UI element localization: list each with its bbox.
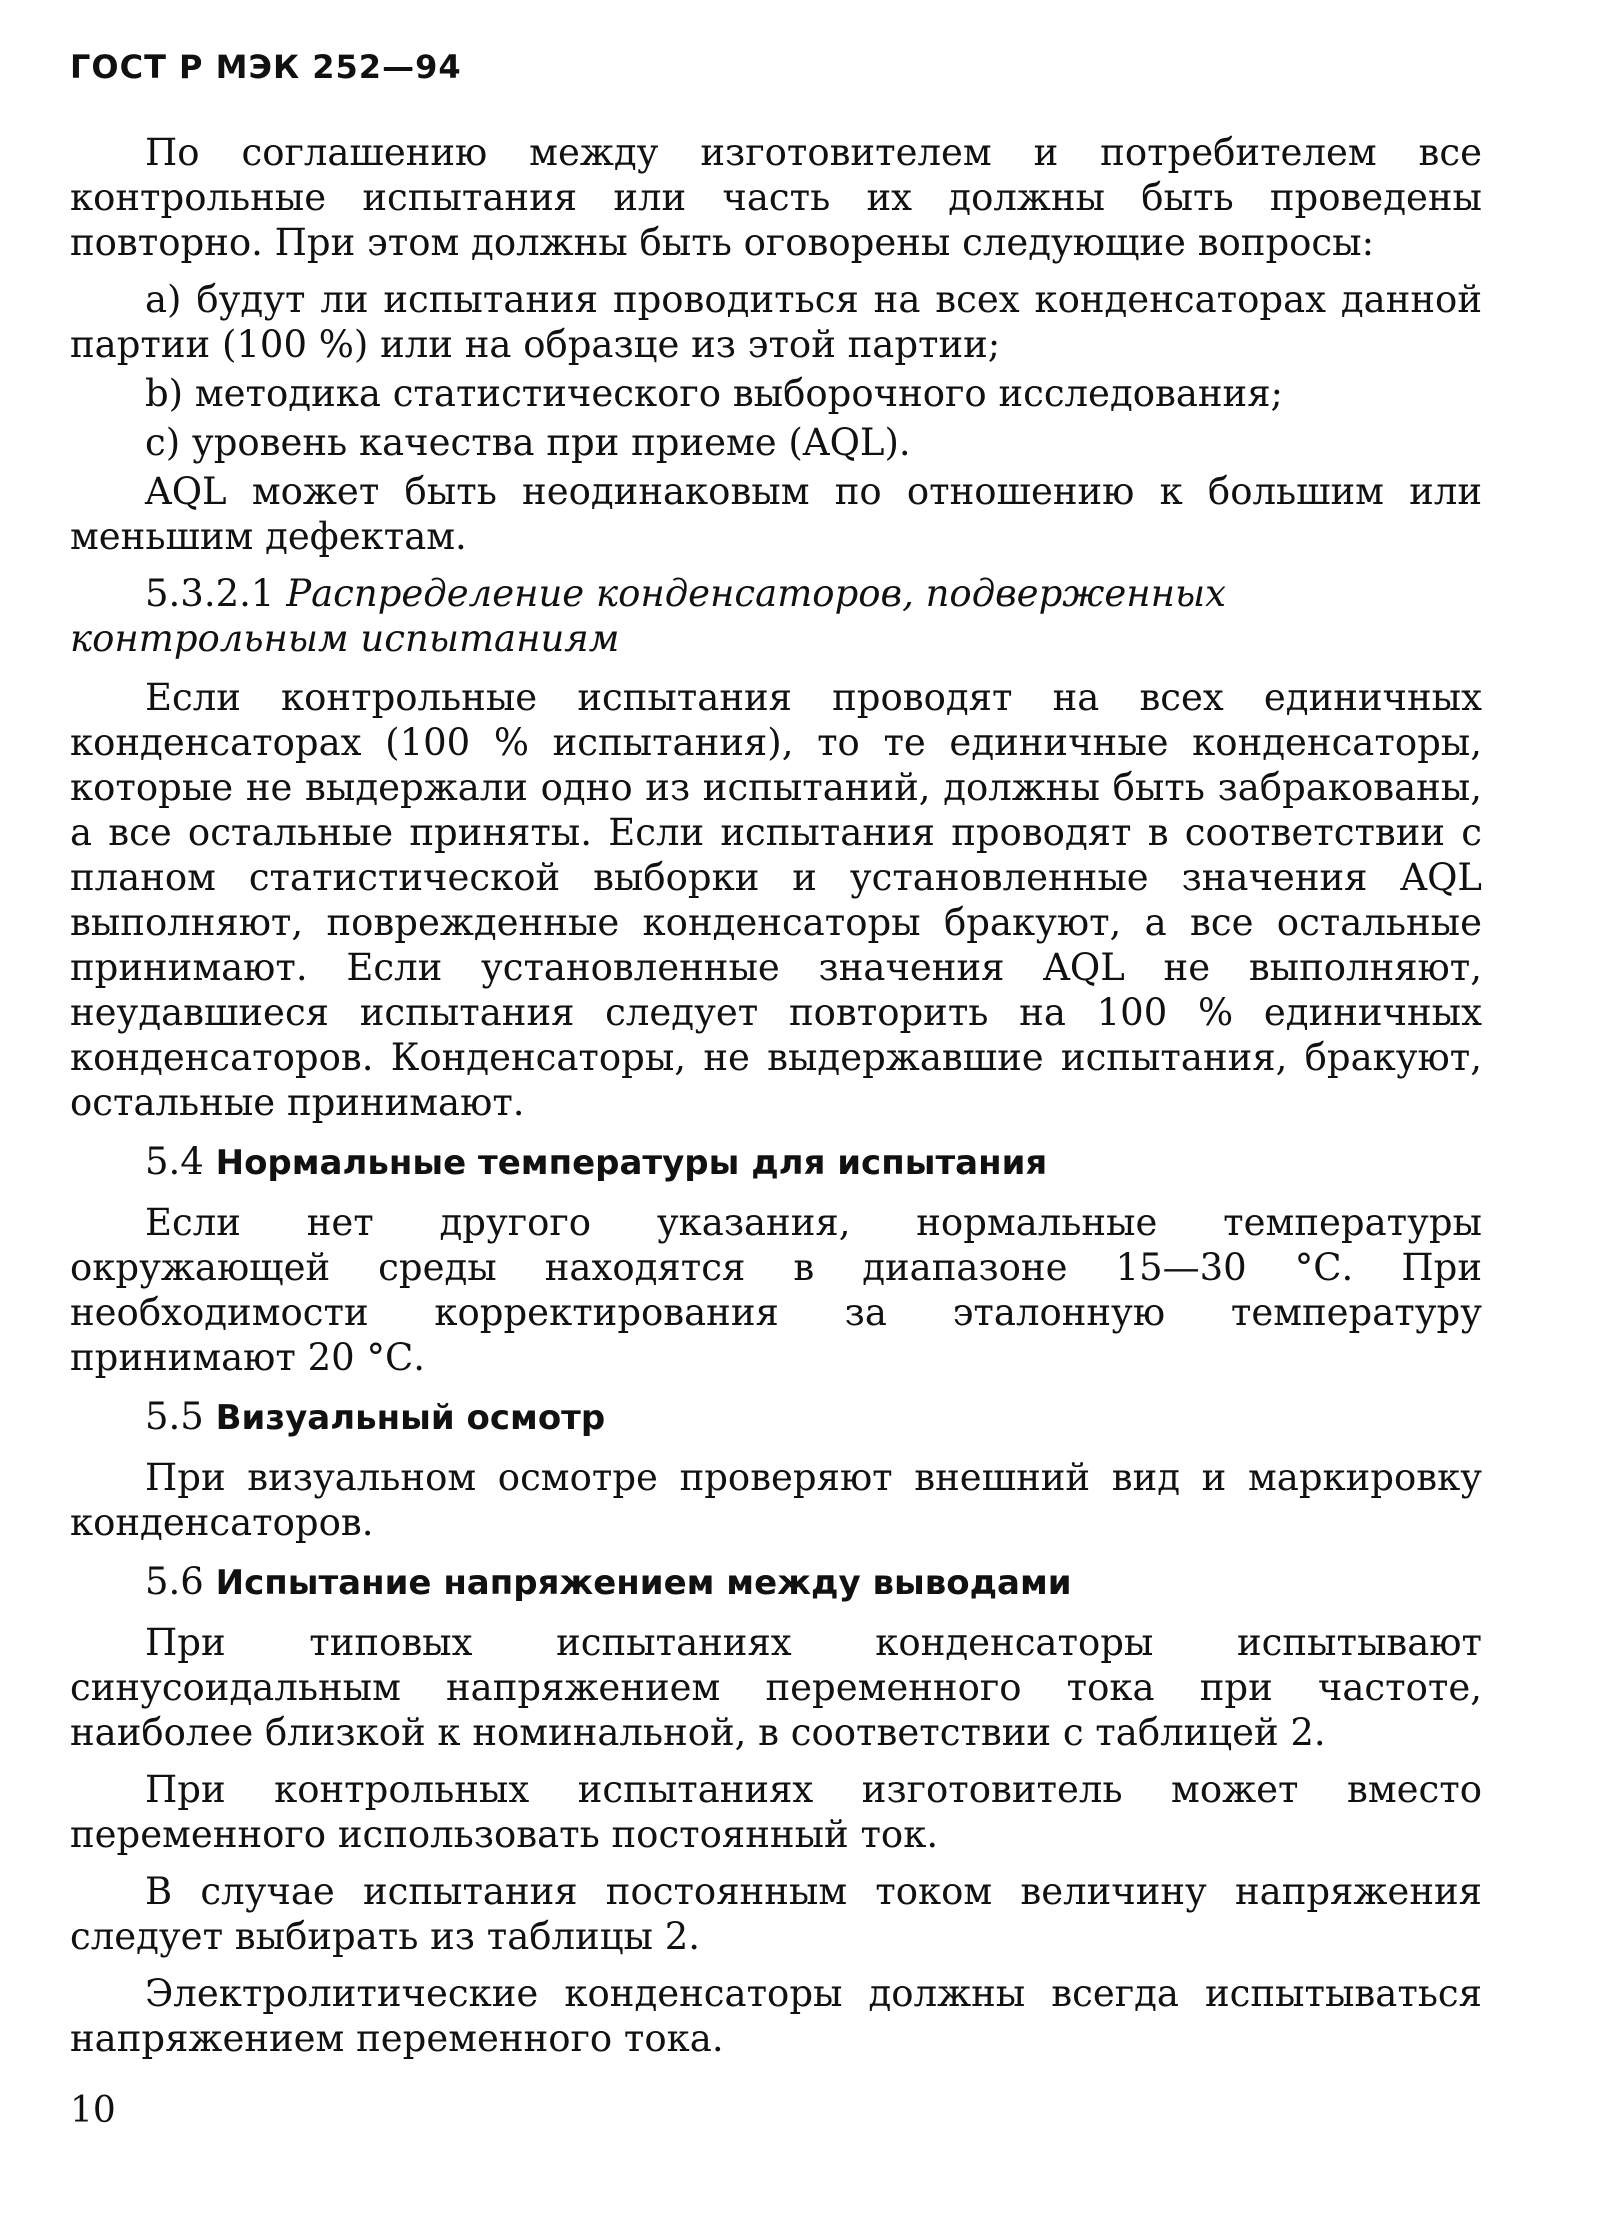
list-item-c: с) уровень качества при приеме (AQL). (145, 421, 911, 464)
standard-header: ГОСТ Р МЭК 252—94 (70, 48, 462, 86)
section-5-6-heading (70, 1559, 1482, 1606)
aql-note: AQL может быть неодинаковым по отношению к большим или меньшим дефектам. (70, 470, 1482, 558)
section-title: Нормальные температуры для испытания (215, 1143, 1048, 1183)
section-5-4-heading (70, 1139, 1482, 1186)
section-5-6-text-4: Электролитические конденсаторы должны всегда испытываться напряжением переменного тока. (70, 1972, 1482, 2060)
section-title: Визуальный осмотр (215, 1398, 606, 1438)
section-5-3-2-1-heading (70, 571, 1482, 661)
section-5-6-text-2: При контрольных испытаниях изготовитель может вместо переменного использовать постоянный ток. (70, 1768, 1482, 1856)
page-number: 10 (70, 2090, 116, 2131)
section-number: 5.4 (145, 1140, 204, 1183)
section-title: Испытание напряжением между выводами (215, 1563, 1072, 1603)
section-5-6-text-1: При типовых испытаниях конденсаторы испытывают синусоидальным напряжением переменного тока при частоте, наиболее близкой к номинальной, в соответствии с таблицей 2. (70, 1621, 1482, 1754)
section-title: Распределение конденсаторов, подверженных контрольным испытаниям (70, 572, 1226, 660)
section-5-3-2-1-text: Если контрольные испытания проводят на всех единичных конденсаторах (100 % испытания), то те единичные конденсаторы, которые не выдержали одно из испытаний, должны быть забракованы, а все остальные приняты. Если испытания проводят в соответствии с планом статистической выборки и установленные значения AQL выполняют, поврежденные конденсаторы бракуют, а все остальные принимают. Если установленные значения AQL не выполняют, неудавшиеся испытания следует повторить на 100 % единичных конденсаторов. Конденсаторы, не выдержавшие испытания, бракуют, остальные принимают. (70, 676, 1482, 1124)
section-number: 5.5 (145, 1395, 204, 1438)
section-number: 5.6 (145, 1560, 204, 1603)
section-5-6-text-3: В случае испытания постоянным током величину напряжения следует выбирать из таблицы 2. (70, 1870, 1482, 1958)
list-item-a: а) будут ли испытания проводиться на всех конденсаторах данной партии (100 %) или на образце из этой партии; (70, 278, 1482, 366)
document-body (70, 130, 1482, 2073)
intro-paragraph: По соглашению между изготовителем и потребителем все контрольные испытания или часть их должны быть проведены повторно. При этом должны быть оговорены следующие вопросы: (70, 131, 1482, 264)
list-item-b: b) методика статистического выборочного исследования; (145, 372, 1284, 415)
section-number: 5.3.2.1 (145, 572, 275, 615)
section-5-5-text: При визуальном осмотре проверяют внешний вид и маркировку конденсаторов. (70, 1456, 1482, 1544)
section-5-4-text: Если нет другого указания, нормальные температуры окружающей среды находятся в диапазоне 15—30 °С. При необходимости корректирования за эталонную температуру принимают 20 °С. (70, 1201, 1482, 1379)
section-5-5-heading (70, 1394, 1482, 1441)
